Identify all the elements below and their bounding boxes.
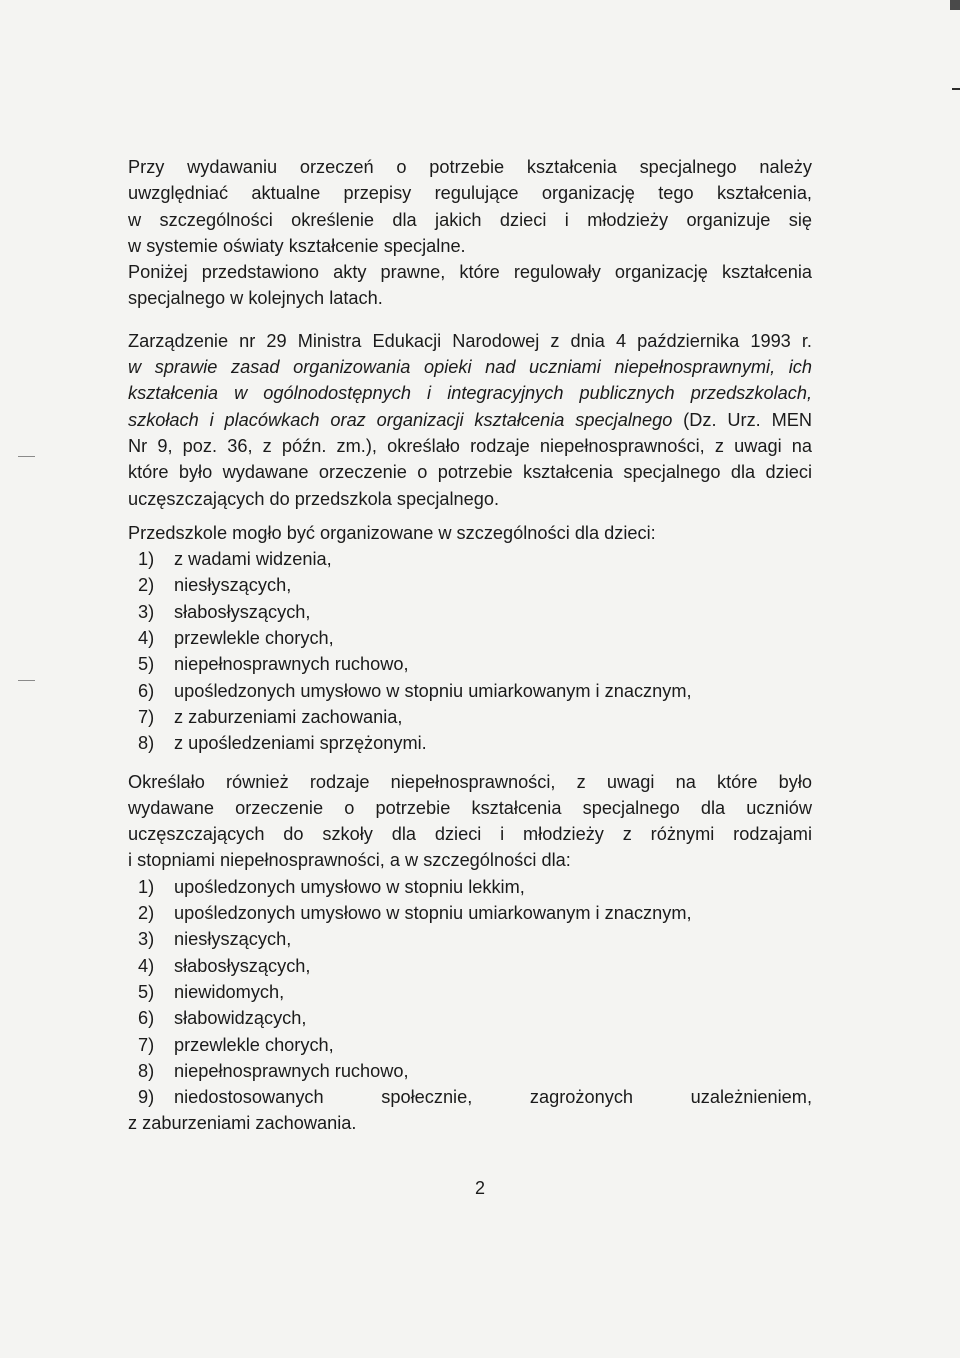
legal-acts-paragraph bbox=[128, 259, 812, 312]
regulation-line bbox=[128, 354, 812, 380]
legal-acts-line: specjalnego w kolejnych latach. bbox=[128, 288, 383, 309]
regulation-title: Zarządzenie nr 29 Ministra Edukacji Narodowej z dnia 4 października 1993 r. bbox=[128, 330, 812, 351]
list-text: niewidomych, bbox=[174, 981, 285, 1002]
margin-mark-lower bbox=[18, 680, 35, 681]
legal-acts-line: Poniżej przedstawiono akty prawne, które regulowały organizację kształcenia bbox=[128, 262, 812, 283]
list-item bbox=[128, 1084, 812, 1110]
list-item bbox=[128, 704, 812, 730]
regulation-line bbox=[128, 407, 812, 433]
list-number: 1) bbox=[138, 549, 155, 570]
list-item bbox=[128, 546, 812, 572]
list-item bbox=[128, 599, 812, 625]
school-intro-line: Określało również rodzaje niepełnosprawności, z uwagi na które było bbox=[128, 771, 812, 792]
list-item bbox=[128, 651, 812, 677]
intro-line: w systemie oświaty kształcenie specjalne. bbox=[128, 235, 466, 256]
list-number: 4) bbox=[138, 628, 155, 649]
list-item bbox=[128, 1032, 812, 1058]
school-intro-line: uczęszczających do szkoły dla dzieci i młodzieży z różnymi rodzajami bbox=[128, 824, 812, 845]
list-item bbox=[128, 900, 812, 926]
list-number: 8) bbox=[138, 1060, 155, 1081]
school-paragraph bbox=[128, 769, 812, 874]
list-number: 9) bbox=[138, 1087, 155, 1108]
list-number: 5) bbox=[138, 654, 155, 675]
list-number: 2) bbox=[138, 575, 155, 596]
list-text: niesłyszących, bbox=[174, 575, 292, 596]
regulation-italic-line: kształcenia w ogólnodostępnych i integracyjnych publicznych przedszkolach, bbox=[128, 383, 812, 404]
list-text: z zaburzeniami zachowania, bbox=[174, 706, 403, 727]
scan-edge-mark bbox=[952, 88, 960, 90]
list-number: 6) bbox=[138, 680, 155, 701]
list-text: z wadami widzenia, bbox=[174, 549, 332, 570]
regulation-line: Nr 9, poz. 36, z późn. zm.), określało rodzaje niepełnosprawności, z uwagi na bbox=[128, 435, 812, 456]
regulation-line bbox=[128, 380, 812, 406]
list-item bbox=[128, 953, 812, 979]
list-item bbox=[128, 1005, 812, 1031]
regulation-line: które było wydawane orzeczenie o potrzebie kształcenia specjalnego dla dzieci bbox=[128, 462, 812, 483]
list-text: upośledzonych umysłowo w stopniu lekkim, bbox=[174, 876, 525, 897]
list-number: 4) bbox=[138, 955, 155, 976]
list-number: 6) bbox=[138, 1008, 155, 1029]
list-text: słabowidzących, bbox=[174, 1008, 307, 1029]
regulation-paragraph bbox=[128, 328, 812, 512]
intro-paragraph bbox=[128, 154, 812, 259]
list-text: z upośledzeniami sprzężonymi. bbox=[174, 733, 427, 754]
page-number: 2 bbox=[474, 1178, 485, 1198]
document-body bbox=[128, 154, 812, 1137]
list-number: 7) bbox=[138, 1034, 155, 1055]
list-text: niepełnosprawnych ruchowo, bbox=[174, 654, 409, 675]
regulation-line: uczęszczających do przedszkola specjalnego. bbox=[128, 488, 500, 509]
list-text: przewlekle chorych, bbox=[174, 1034, 334, 1055]
intro-line: uwzględniać aktualne przepisy regulujące organizację tego kształcenia, bbox=[128, 183, 812, 204]
regulation-reference: (Dz. Urz. MEN bbox=[672, 409, 812, 430]
list-item bbox=[128, 874, 812, 900]
list-text: przewlekle chorych, bbox=[174, 628, 334, 649]
school-intro-line: wydawane orzeczenie o potrzebie kształcenia specjalnego dla uczniów bbox=[128, 797, 812, 818]
intro-line: Przy wydawaniu orzeczeń o potrzebie kształcenia specjalnego należy bbox=[128, 157, 812, 177]
list-number: 8) bbox=[138, 733, 155, 754]
regulation-italic-line: w sprawie zasad organizowania opieki nad uczniami niepełnosprawnymi, ich bbox=[128, 357, 812, 378]
school-list bbox=[128, 874, 812, 1111]
list-number: 5) bbox=[138, 981, 155, 1002]
list-text: niesłyszących, bbox=[174, 929, 292, 950]
list-text: niepełnosprawnych ruchowo, bbox=[174, 1060, 409, 1081]
list-item bbox=[128, 625, 812, 651]
list-text: upośledzonych umysłowo w stopniu umiarkowanym i znacznym, bbox=[174, 680, 692, 701]
list-text: słabosłyszących, bbox=[174, 601, 311, 622]
list-item bbox=[128, 1058, 812, 1084]
preschool-intro: Przedszkole mogło być organizowane w szczególności dla dzieci: bbox=[128, 522, 656, 543]
school-intro-line: i stopniami niepełnosprawności, a w szczególności dla: bbox=[128, 850, 571, 871]
intro-line: w szczególności określenie dla jakich dzieci i młodzieży organizuje się bbox=[128, 209, 812, 230]
list-item bbox=[128, 979, 812, 1005]
list-number: 3) bbox=[138, 929, 155, 950]
list-text: słabosłyszących, bbox=[174, 955, 311, 976]
list-number: 7) bbox=[138, 706, 155, 727]
list-item bbox=[128, 730, 812, 756]
list-number: 2) bbox=[138, 903, 155, 924]
list-item bbox=[128, 926, 812, 952]
scan-corner-mark bbox=[950, 0, 960, 10]
margin-mark-upper bbox=[18, 456, 35, 457]
list-text: niedostosowanych społecznie, zagrożonych uzależnieniem, bbox=[174, 1087, 812, 1108]
list-number: 1) bbox=[138, 876, 155, 897]
school-list-tail: z zaburzeniami zachowania. bbox=[128, 1113, 357, 1134]
list-number: 3) bbox=[138, 601, 155, 622]
preschool-list bbox=[128, 546, 812, 756]
list-item bbox=[128, 678, 812, 704]
regulation-italic-line: szkołach i placówkach oraz organizacji kształcenia specjalnego bbox=[128, 409, 673, 430]
list-item bbox=[128, 572, 812, 598]
list-text: upośledzonych umysłowo w stopniu umiarkowanym i znacznym, bbox=[174, 903, 692, 924]
